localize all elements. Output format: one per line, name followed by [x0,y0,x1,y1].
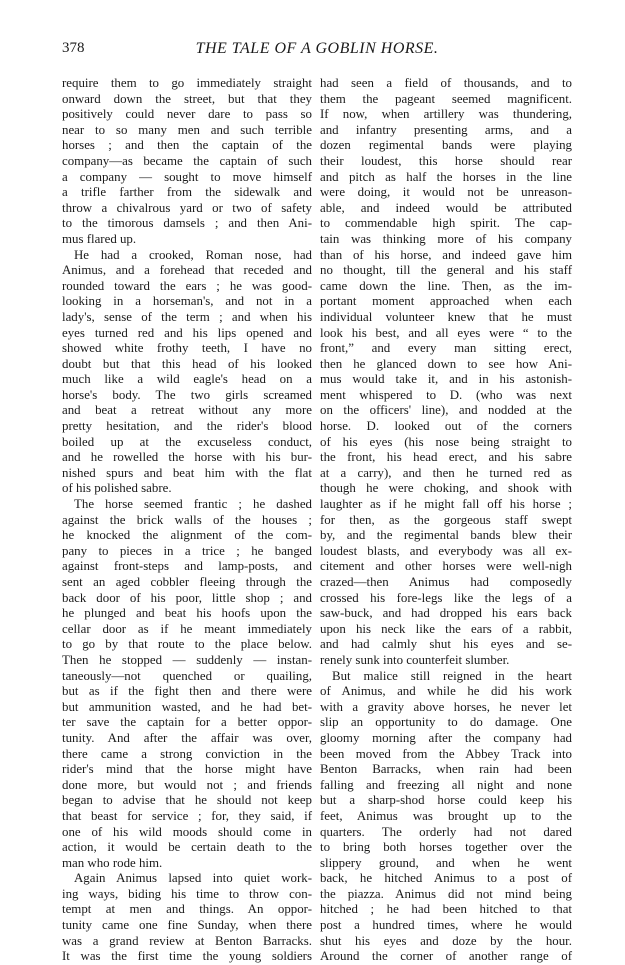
text-line: ing ways, biding his time to throw con- [62,886,312,901]
text-line: was a grand review at Benton Barracks. [62,933,312,948]
text-line: Animus, and a forehead that receded and [62,263,312,278]
text-line: and beat a retreat without any more [62,403,312,418]
text-line: But malice still reigned in the heart [332,668,572,683]
text-line: and pitch as half the horses in the line [320,169,572,184]
text-line: cellar door as if he meant immediately [62,621,312,636]
text-line: there came a strong conviction in the [62,746,312,761]
text-line: the piazza. Animus did not mind being [320,886,572,901]
text-line: by, and the regimental bands blew their [320,528,572,543]
text-line: falling and freezing all night and none [320,777,572,792]
text-line: and had calmly shut his eyes and se- [320,637,572,652]
text-line: citement and other horses were well-nigh [320,559,572,574]
text-line: mus would take it, and in his astonish- [320,372,572,387]
text-line: ter save the captain for a better oppor- [62,715,312,730]
text-line: dozen regimental bands were playing [320,138,572,153]
text-line: pretty hesitation, and the rider's blood [62,419,312,434]
text-line: the front, his head erect, and his sabre [320,450,572,465]
text-line: Then he stopped — suddenly — instan- [62,652,312,667]
text-line: saw-buck, and had dropped his ears back [320,606,572,621]
running-title: THE TALE OF A GOBLIN HORSE. [195,40,439,57]
text-line: taneously—not quenched or quailing, [62,668,312,683]
text-line: been moved from the Abbey Track into [320,746,572,761]
text-line: If now, when artillery was thundering, [320,107,572,122]
text-line: a trifle farther from the sidewalk and [62,185,312,200]
text-line: he knocked the alignment of the com- [62,528,312,543]
text-line: ment whispered to D. (who was next [320,387,572,402]
text-line: much like a wild eagle's head on a [62,372,312,387]
text-line: tain was thinking more of his company [320,231,572,246]
text-line: came down the line. Then, as the im- [320,278,572,293]
text-line: them the pageant seemed magnificent. [320,91,572,106]
text-line: and he rowelled the horse with his bur- [62,450,312,465]
text-line: tempt at men and things. An oppor- [62,902,312,917]
text-line: then he glanced down to see how Ani- [320,356,572,371]
text-line: horses ; and then the captain of the [62,138,312,153]
text-line: with a gravity above horses, he never let [320,699,572,714]
text-line: horse's body. The two girls screamed [62,387,312,402]
text-line: had seen a field of thousands, and to [320,76,572,90]
text-line: to go by that route to the place below. [62,637,312,652]
text-line: back, he hitched Animus to a post of [320,871,572,886]
text-line: portant moment approached when each [320,294,572,309]
text-line: rounded toward the ears ; he was good- [62,278,312,293]
text-line: of his eyes (his nose being straight to [320,434,572,449]
text-line: Around the corner of another range of [320,949,572,964]
text-line: doubt but that this head of his looked [62,356,312,371]
text-line: shut his eyes and doze by the hour. [320,933,572,948]
text-line: tunity came one fine Sunday, when there [62,918,312,933]
text-line: Benton Barracks, when rain had been [320,762,572,777]
text-line: he plunged and beat his hoofs upon the [62,606,312,621]
text-line: back door of his poor, little shop ; and [62,590,312,605]
text-line: done more, but would not ; and friends [62,777,312,792]
text-line: Again Animus lapsed into quiet work- [74,871,312,886]
text-line: pany to pieces in a trice ; he banged [62,543,312,558]
text-line: though he were choking, and shook with [320,481,572,496]
text-line: crazed—then Animus had composedly [320,575,572,589]
text-line: at a carry), and then he turned red as [320,465,572,480]
text-line: throw a chivalrous yard or two of safety [62,200,312,215]
text-line: able, and indeed would be attributed [320,200,572,215]
text-line: boiled up at the excuseless conduct, [62,434,312,449]
text-line: It was the first time the young soldiers [62,949,312,964]
text-line: man who rode him. [62,855,163,870]
text-line: He had a crooked, Roman nose, had [74,247,312,262]
right-text-column [320,76,572,965]
text-line: but as if the fight then and there were [62,684,312,699]
text-line: feet, Animus was brought up to the [320,808,572,823]
text-line: loudest blasts, and everybody was all ex- [320,543,572,558]
text-line: near to so many men and such terrible [62,122,312,137]
text-line: no thought, till the general and his staff [320,263,572,278]
page-header [62,40,572,62]
text-line: require them to go immediately straight [62,76,312,90]
text-line: eyes turned red and his lips opened and [62,325,312,340]
text-line: sent an aged cobbler fleeing through the [62,575,312,589]
text-line: individual volunteer knew that he must [320,309,572,324]
text-line: positively could never dare to pass so [62,107,312,122]
text-line: renely sunk into counterfeit slumber. [320,652,510,667]
text-line: lady's, sense of the term ; and when his [62,309,312,324]
text-line: looking in a horseman's, and not in a [62,294,312,309]
text-line: action, it would be certain death to the [62,840,312,855]
text-line: against front-steps and lamp-posts, and [62,559,312,574]
text-line: to commendable high spirit. The cap- [320,216,572,231]
text-line: against the brick walls of the houses ; [62,512,312,527]
text-line: for then, as the gorgeous staff swept [320,512,572,527]
text-line: gloomy morning after the company had [320,730,572,745]
text-line: look his best, and all eyes were “ to the [320,325,572,340]
text-line: showed white frothy teeth, I have no [62,341,312,356]
text-line: than of his horse, and indeed gave him [320,247,572,262]
text-line: tunity. And after the affair was over, [62,730,312,745]
text-line: but a sharp-shod horse could keep his [320,793,572,808]
text-line: The horse seemed frantic ; he dashed [74,497,312,512]
text-line: hitched ; he had been hitched to that [320,902,572,917]
text-line: slippery ground, and when he went [320,855,572,870]
text-line: their loudest, this horse should rear [320,153,572,168]
text-line: on the officers' line), and nodded at the [320,403,572,418]
text-line: began to advise that he should not keep [62,793,312,808]
text-line: one of his wild moods should come in [62,824,312,839]
text-line: quarters. The orderly had not dared [320,824,572,839]
text-line: nished spurs and beat him with the flat [62,465,312,480]
text-line: horse. D. looked out of the corners [320,419,572,434]
text-line: were doing, it would not be unreason- [320,185,572,200]
text-line: of Animus, and while he did his work [320,684,572,699]
text-line: crossed his fore-legs like the legs of a [320,590,572,605]
text-line: that beast for service ; for, they said, if [62,808,312,823]
text-line: front,” and every man sitting erect, [320,341,572,356]
text-line: post a hundred times, where he would [320,918,572,933]
text-line: rider's mind that the horse might have [62,762,312,777]
text-line: and infantry presenting arms, and a [320,122,572,137]
text-line: laughter as if he might fall off his horse ; [320,497,572,512]
text-line: upon his neck like the ears of a rabbit, [320,621,572,636]
text-line: to the timorous damsels ; and then Ani- [62,216,312,231]
text-line: of his polished sabre. [62,481,172,496]
left-text-column [62,76,312,965]
text-line: a company — sought to move himself [62,169,312,184]
page-number: 378 [62,40,85,56]
text-line: but ammunition wasted, and he had bet- [62,699,312,714]
text-line: to bring both horses together over the [320,840,572,855]
text-line: company—as became the captain of such [62,153,312,168]
text-line: slip an opportunity to do damage. One [320,715,572,730]
text-line: mus flared up. [62,231,137,246]
text-line: onward down the street, but that they [62,91,312,106]
